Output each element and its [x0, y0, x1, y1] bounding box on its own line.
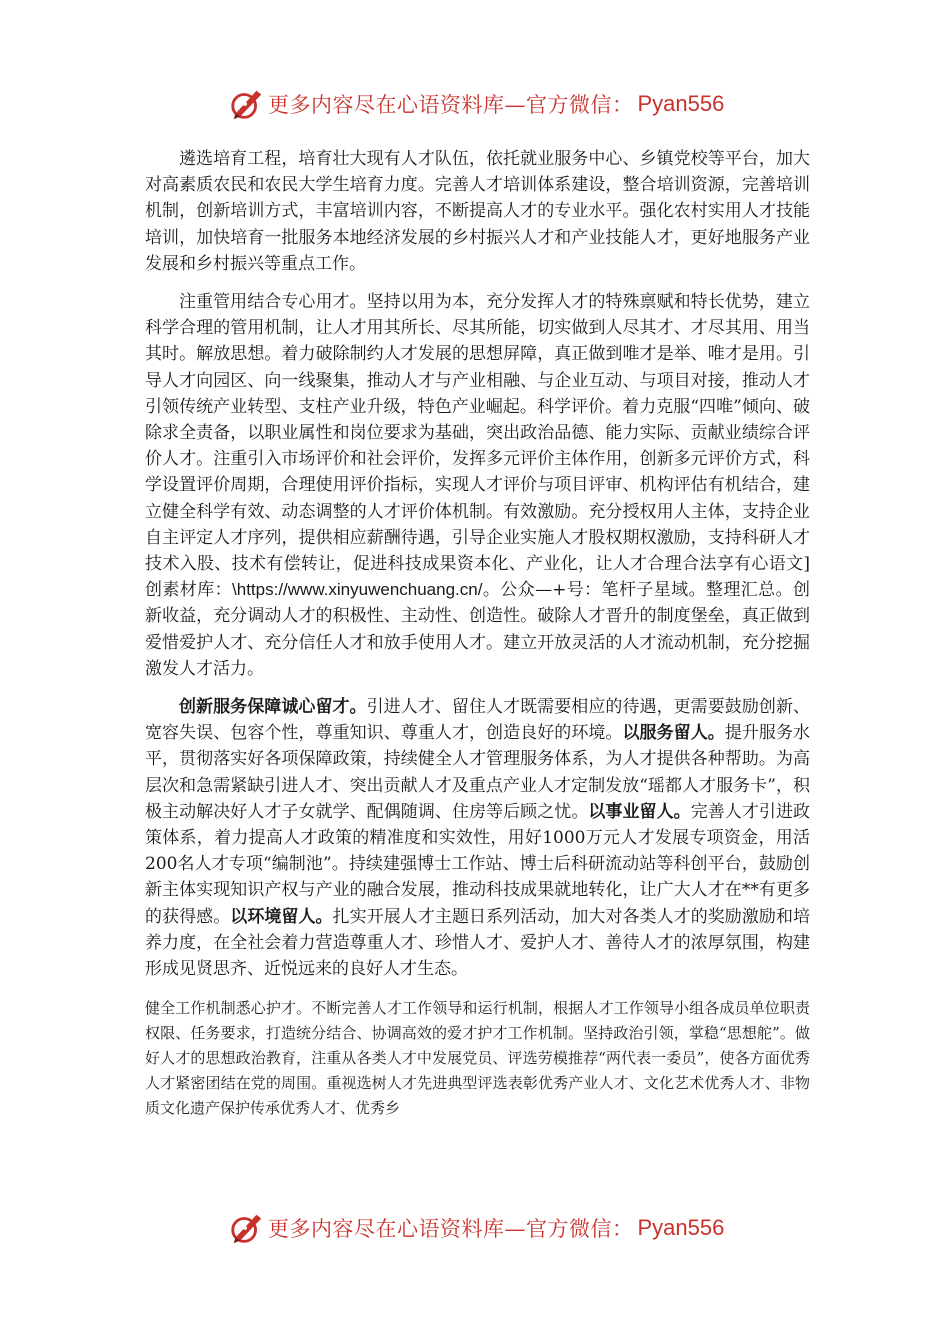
header-watermark-banner: [228, 82, 748, 126]
paragraph-text: 完善人才引进政策体系，着力提高人才政策的精准度和实效性，用好1000万元人才发展专项资金，用活200名人才专项“编制池”。持续建强博士工作站、博士后科研流动站等科创平台，鼓励创新主体实现知识产权与产业的融合发展，推动科技成果就地转化，让广大人才在**有更多的获得感。: [145, 801, 811, 927]
banner-wechat-id: Pyan556: [637, 91, 725, 116]
banner-text: 更多内容尽在心语资料库—官方微信：: [268, 93, 634, 117]
pen-logo-icon: [228, 85, 266, 123]
paragraph-text: 扎实开展人才主题日系列活动，加大对各类人才的奖励激励和培养力度，在全社会着力营造尊重人才、珍惜人才、爱护人才、善待人才的浓厚氛围，构建形成见贤思齐、近悦远来的良好人才生态。: [145, 906, 811, 980]
banner-text: 更多内容尽在心语资料库—官方微信：: [268, 1217, 634, 1241]
paragraph-talent-protection: 健全工作机制悉心护才。不断完善人才工作领导和运行机制，根据人才工作领导小组各成员单位职责权限、任务要求，打造统分结合、协调高效的爱才护才工作机制。坚持政治引领，掌稳“思想舵”。做好人才的思想政治教育，注重从各类人才中发展党员、评选劳模推荐“两代表一委员”，使各方面优秀人才紧密团结在党的周围。重视选树人才先进典型评选表彰优秀产业人才、文化艺术优秀人才、非物质文化遗产保护传承优秀人才、优秀乡: [145, 999, 810, 1118]
banner-wechat-id: Pyan556: [637, 1215, 725, 1240]
paragraph-talent-cultivation: 遴选培育工程，培育壮大现有人才队伍，依托就业服务中心、乡镇党校等平台，加大对高素质农民和农民大学生培育力度。完善人才培训体系建设，整合培训资源，完善培训机制，创新培训方式，丰富培训内容，不断提高人才的专业水平。强化农村实用人才技能培训，加快培育一批服务本地经济发展的乡村振兴人才和产业技能人才，更好地服务产业发展和乡村振兴等重点工作。: [145, 149, 810, 274]
section-heading: 创新服务保障诚心留才。: [179, 697, 367, 718]
section-heading: 以服务留人。: [622, 723, 725, 744]
paragraph-talent-usage: [145, 289, 810, 682]
paragraph-text: 。公众—+号：笔杆子星域。整理汇总。创新收益，充分调动人才的积极性、主动性、创造性。破除人才晋升的制度堡垒，真正做到爱惜爱护人才、充分信任人才和放手使用人才。建立开放灵活的人才流动机制，充分挖掘激发人才活力。: [145, 580, 810, 679]
pen-logo-icon: [228, 1209, 266, 1247]
url-text: \https://www.xinyuwenchuang.cn/: [232, 580, 483, 600]
paragraph-text: 引进人才、留住人才既需要相应的待遇，更需要鼓励创新、宽容失误、包容个性，尊重知识、尊重人才，创造良好的环境。: [145, 697, 811, 744]
paragraph-text: 注重管用结合专心用才。坚持以用为本，充分发挥人才的特殊禀赋和特长优势，建立科学合理的管用机制，让人才用其所长、尽其所能，切实做到人尽其才、才尽其用、用当其时。解放思想。着力破除制约人才发展的思想屏障，真正做到唯才是举、唯才是用。引导人才向园区、向一线聚集，推动人才与产业相融、与企业互动、与项目对接，推动人才引领传统产业转型、支柱产业升级，特色产业崛起。科学评价。着力克服“四唯”倾向、破除求全责备，以职业属性和岗位要求为基础，突出政治品德、能力实际、贡献业绩综合评价人才。注重引入市场评价和社会评价，发挥多元评价主体作用，创新多元评价方式，科学设置评价周期，合理使用评价指标，实现人才评价与项目评审、机构评估有机结合，建立健全科学有效、动态调整的人才评价体机制。有效激励。充分授权用人主体，支持企业自主评定人才序列，提供相应薪酬待遇，引导企业实施人才股权期权激励，支持科研人才技术入股、技术有偿转让，促进科技成果资本化、产业化，让人才合理合法享有心语文]创素材库：: [145, 292, 810, 601]
section-heading: 以事业留人。: [588, 801, 691, 822]
footer-watermark-banner: [228, 1206, 748, 1250]
section-heading: 以环境留人。: [230, 906, 333, 927]
paragraph-talent-retention: [145, 694, 810, 982]
document-body: [145, 146, 810, 1121]
paragraph-text: 提升服务水平，贯彻落实好各项保障政策，持续健全人才管理服务体系，为人才提供各种帮助。为高层次和急需紧缺引进人才、突出贡献人才及重点产业人才定制发放“瑶都人才服务卡”，积极主动解决好人才子女就学、配偶随调、住房等后顾之忧。: [145, 723, 811, 822]
